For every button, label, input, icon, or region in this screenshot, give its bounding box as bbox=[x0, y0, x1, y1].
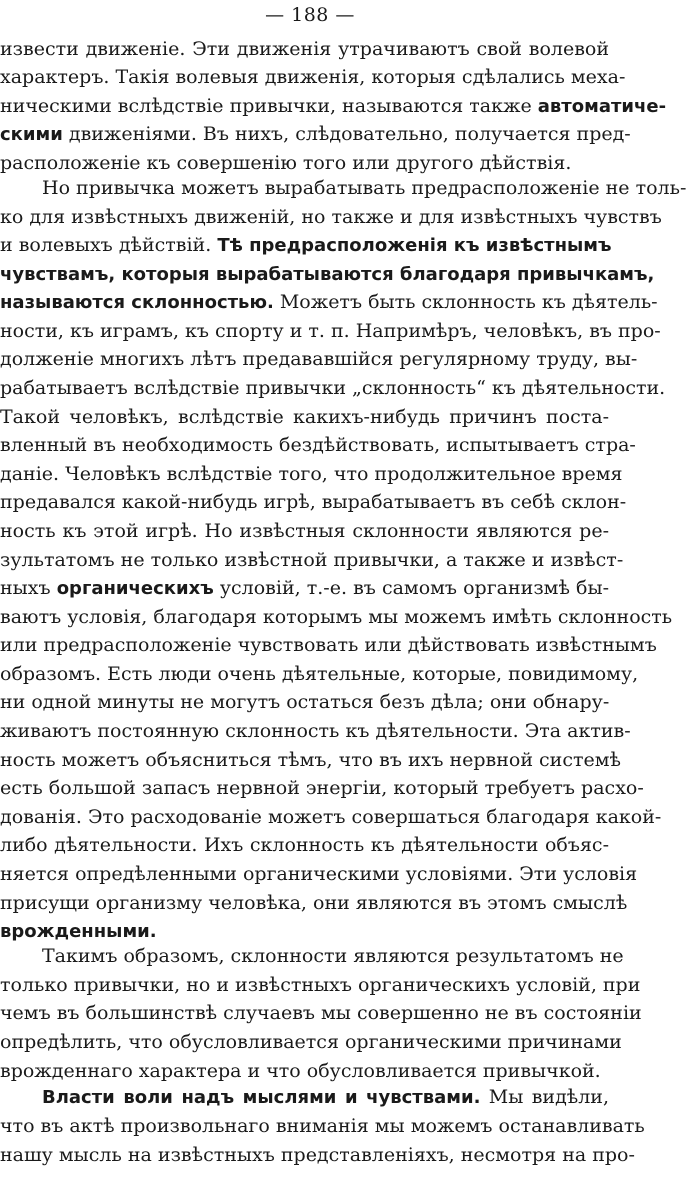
text-line bbox=[0, 372, 666, 404]
text-segment: врожденнаго характера и что обусловливается привычкой. bbox=[0, 1060, 601, 1082]
text-segment: ническими вслѣдствіе привычки, называются также bbox=[0, 95, 538, 117]
text-segment: Такой человѣкъ, вслѣдствіе какихъ-нибудь причинъ поста- bbox=[0, 406, 609, 428]
text-segment: чемъ въ большинствѣ случаевъ мы совершенно не въ состояніи bbox=[0, 1002, 642, 1024]
text-segment: ность можетъ объясниться тѣмъ, что въ ихъ нервной системѣ bbox=[0, 749, 621, 771]
text-segment: предавался какой-нибудь игрѣ, вырабатываетъ въ себѣ склон- bbox=[0, 491, 627, 513]
text-line bbox=[0, 1026, 622, 1058]
bold-text: врожденными. bbox=[0, 921, 157, 942]
text-segment: даніе. Человѣкъ вслѣдствіе того, что продолжительное время bbox=[0, 463, 623, 485]
text-segment: ныхъ bbox=[0, 577, 57, 599]
text-segment: рабатываетъ вслѣдствіе привычки „склонность“ къ дѣятельности. bbox=[0, 377, 666, 399]
bold-text: называются склонностью. bbox=[0, 292, 274, 313]
text-segment: вленный въ необходимость бездѣйствовать, испытываетъ стра- bbox=[0, 434, 636, 456]
page-number: — 188 — bbox=[265, 4, 355, 26]
text-segment: что въ актѣ произвольнаго вниманія мы можемъ останавливать bbox=[0, 1115, 645, 1137]
text-segment: долженіе многихъ лѣтъ предававшійся регулярному труду, вы- bbox=[0, 348, 638, 370]
text-segment: дованія. Это расходованіе можетъ совершаться благодаря какой- bbox=[0, 806, 662, 828]
bold-text: Власти воли надъ мыслями и чувствами. bbox=[42, 1087, 481, 1108]
text-line bbox=[0, 572, 609, 604]
bold-text: автоматиче- bbox=[537, 96, 667, 117]
text-line bbox=[0, 940, 624, 972]
text-segment: расположеніе къ совершенію того или другого дѣйствія. bbox=[0, 152, 572, 174]
text-segment: опредѣлить, что обусловливается органическими причинами bbox=[0, 1031, 622, 1053]
text-segment: ни одной минуты не могутъ остаться безъ дѣла; они обнару- bbox=[0, 691, 610, 713]
text-line bbox=[0, 229, 612, 261]
text-line bbox=[0, 686, 609, 718]
text-segment: ко для извѣстныхъ движеній, но также и для извѣстныхъ чувствъ bbox=[0, 206, 662, 228]
text-line bbox=[0, 772, 644, 804]
text-segment: есть большой запасъ нервной энергіи, который требуетъ расхо- bbox=[0, 777, 644, 799]
text-line bbox=[0, 515, 609, 547]
text-line bbox=[0, 486, 627, 518]
text-line bbox=[0, 1081, 609, 1113]
text-segment: Но привычка можетъ вырабатывать предрасположеніе не толь- bbox=[42, 177, 686, 199]
text-line bbox=[0, 858, 638, 890]
text-line bbox=[0, 829, 609, 861]
text-segment: извести движеніе. Эти движенія утрачиваютъ свой волевой bbox=[0, 38, 609, 60]
text-segment: условій, т.-е. въ самомъ организмѣ бы- bbox=[213, 577, 609, 599]
text-line bbox=[0, 118, 631, 150]
text-segment: или предрасположеніе чувствовать или дѣйствовать извѣстнымъ bbox=[0, 634, 657, 656]
text-segment: няется опредѣленными органическими условіями. Эти условія bbox=[0, 863, 638, 885]
text-line bbox=[0, 61, 626, 93]
text-segment: движеніями. Въ нихъ, слѣдовательно, получается пред- bbox=[62, 123, 631, 145]
text-line bbox=[0, 997, 642, 1029]
text-segment: ваютъ условія, благодаря которымъ мы можемъ имѣть склонность bbox=[0, 606, 673, 628]
text-line bbox=[0, 715, 631, 747]
text-line bbox=[0, 1110, 645, 1142]
text-line bbox=[0, 429, 636, 461]
text-line bbox=[0, 172, 686, 204]
text-segment: Такимъ образомъ, склонности являются результатомъ не bbox=[42, 945, 624, 967]
text-segment: живаютъ постоянную склонность къ дѣятельности. Эта актив- bbox=[0, 720, 631, 742]
text-segment: образомъ. Есть люди очень дѣятельные, которые, повидимому, bbox=[0, 663, 639, 685]
text-line bbox=[0, 343, 638, 375]
text-line bbox=[0, 1139, 635, 1171]
text-segment: присущи организму человѣка, они являются въ этомъ смыслѣ bbox=[0, 892, 628, 914]
text-segment: либо дѣятельности. Ихъ склонность къ дѣятельности объяс- bbox=[0, 834, 609, 856]
text-segment: и волевыхъ дѣйствій. bbox=[0, 234, 218, 256]
text-segment: Мы видѣли, bbox=[480, 1086, 610, 1108]
bold-text: органическихъ bbox=[56, 578, 214, 599]
text-line bbox=[0, 629, 657, 661]
bold-text: скими bbox=[0, 124, 63, 145]
text-segment: Можетъ быть склонность къ дѣятель- bbox=[273, 291, 658, 313]
text-segment: нашу мысль на извѣстныхъ представленіяхъ, несмотря на про- bbox=[0, 1144, 635, 1166]
text-line bbox=[0, 286, 658, 318]
text-segment: зультатомъ не только извѣстной привычки, а также и извѣст- bbox=[0, 549, 624, 571]
bold-text: Тѣ предрасположенія къ извѣстнымъ bbox=[217, 235, 612, 256]
text-segment: ности, къ играмъ, къ спорту и т. п. Напримѣръ, человѣкъ, въ про- bbox=[0, 320, 661, 342]
text-segment: характеръ. Такія волевыя движенія, которыя сдѣлались меха- bbox=[0, 66, 626, 88]
bold-text: чувствамъ, которыя вырабатываются благодаря привычкамъ, bbox=[0, 264, 655, 285]
text-segment: только привычки, но и извѣстныхъ органическихъ условій, при bbox=[0, 974, 641, 996]
text-segment: ность къ этой игрѣ. Но извѣстныя склонности являются ре- bbox=[0, 520, 609, 542]
